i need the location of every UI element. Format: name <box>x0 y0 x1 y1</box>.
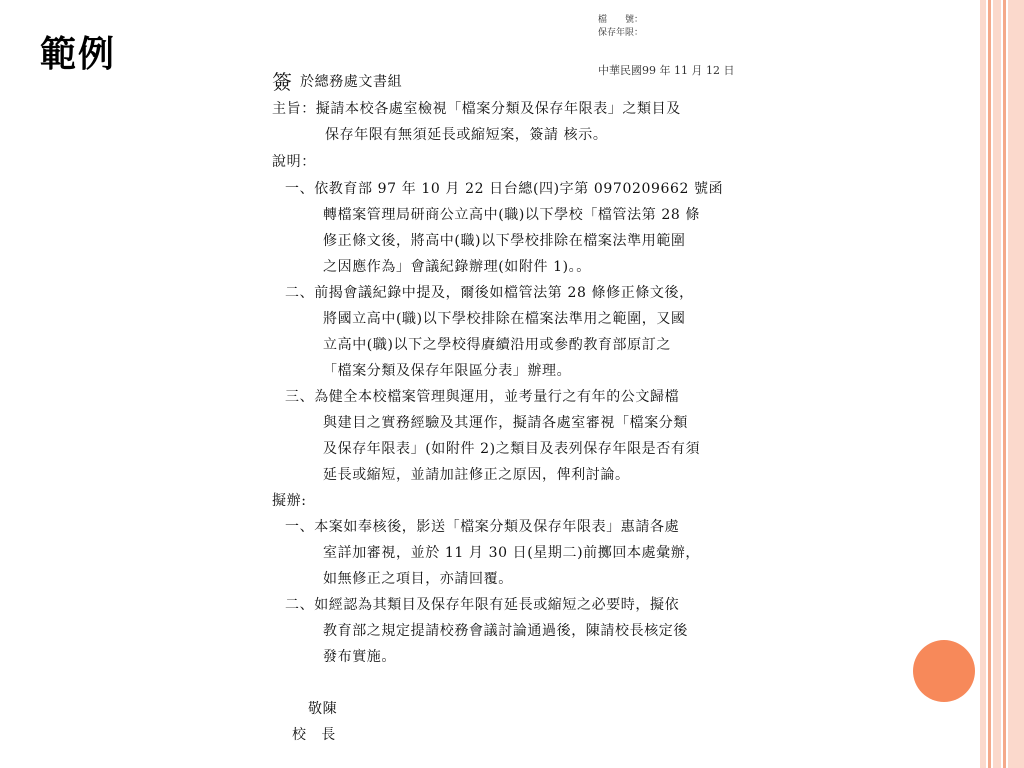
scanned-document <box>255 0 775 768</box>
explanation-2-line-1: 二、前揭會議紀錄中提及，爾後如檔管法第 28 條修正條文後， <box>285 285 694 301</box>
proposal-2-line-3: 發布實施。 <box>323 649 396 665</box>
explanation-1-line-4: 之因應作為」會議紀錄辦理(如附件 1)。。 <box>323 259 591 275</box>
explanation-heading: 說明： <box>272 154 316 170</box>
retention-label: 保存年限： <box>598 28 644 38</box>
sign-char: 簽 <box>272 70 293 94</box>
subject-line-2: 保存年限有無須延長或縮短案，簽請 核示。 <box>325 127 608 143</box>
stripe-3 <box>993 0 1001 768</box>
explanation-1-line-2: 轉檔案管理局研商公立高中(職)以下學校「檔管法第 28 條 <box>323 207 701 223</box>
proposal-1-line-2: 室詳加審視，並於 11 月 30 日(星期二)前擲回本處彙辦， <box>323 545 700 561</box>
explanation-3-line-3: 及保存年限表」(如附件 2)之類目及表列保存年限是否有須 <box>323 441 701 457</box>
explanation-1-line-1: 一、依教育部 97 年 10 月 22 日台總(四)字第 0970209662 號函 <box>285 181 724 197</box>
respectfully-submitted: 敬陳 <box>308 701 338 717</box>
stripe-4 <box>1003 0 1006 768</box>
explanation-3-line-2: 與建目之實務經驗及其運作，擬請各處室審視「檔案分類 <box>323 415 688 431</box>
orange-dot-decoration <box>913 640 975 702</box>
proposal-heading: 擬辦: <box>272 493 307 509</box>
proposal-2-line-1: 二、如經認為其類目及保存年限有延長或縮短之必要時，擬依 <box>285 597 680 613</box>
stripe-2 <box>988 0 991 768</box>
file-number-label: 檔 號： <box>598 15 644 25</box>
stripe-5 <box>1008 0 1024 768</box>
decorative-stripes <box>980 0 1024 768</box>
explanation-3-line-4: 延長或縮短，並請加註修正之原因，俾利討論。 <box>323 467 630 483</box>
stripe-1 <box>980 0 986 768</box>
document-date: 中華民國99 年 11 月 12 日 <box>598 64 735 77</box>
proposal-1-line-1: 一、本案如奉核後，影送「檔案分類及保存年限表」惠請各處 <box>285 519 680 535</box>
explanation-1-line-3: 修正條文後，將高中(職)以下學校排除在檔案法準用範圍 <box>323 233 686 249</box>
principal-line: 校 長 <box>292 727 336 743</box>
sign-department: 於總務處文書組 <box>300 74 403 90</box>
proposal-2-line-2: 教育部之規定提請校務會議討論通過後，陳請校長核定後 <box>323 623 688 639</box>
subject-line-1: 主旨：擬請本校各處室檢視「檔案分類及保存年限表」之類目及 <box>272 101 681 117</box>
slide-title: 範例 <box>40 33 117 75</box>
explanation-2-line-4: 「檔案分類及保存年限區分表」辦理。 <box>323 363 572 379</box>
explanation-3-line-1: 三、為健全本校檔案管理與運用，並考量行之有年的公文歸檔 <box>285 389 680 405</box>
explanation-2-line-3: 立高中(職)以下之學校得賡續沿用或參酌教育部原訂之 <box>323 337 671 353</box>
explanation-2-line-2: 將國立高中(職)以下學校排除在檔案法準用之範圍，又國 <box>323 311 686 327</box>
proposal-1-line-3: 如無修正之項目，亦請回覆。 <box>323 571 513 587</box>
